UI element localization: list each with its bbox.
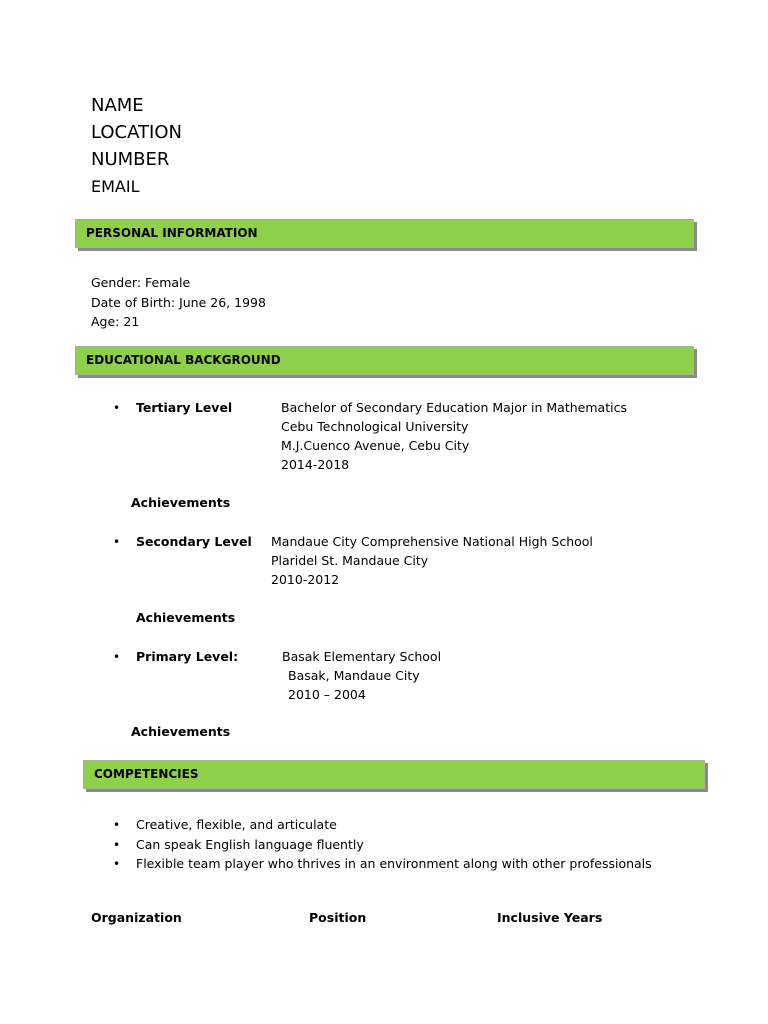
secondary-years: 2010-2012 bbox=[271, 572, 340, 587]
age-text: Age: 21 bbox=[91, 314, 140, 329]
tertiary-years: 2014-2018 bbox=[281, 457, 350, 472]
competencies-band bbox=[83, 760, 705, 789]
name-heading: NAME bbox=[91, 95, 144, 116]
primary-school: Basak Elementary School bbox=[282, 649, 442, 664]
tertiary-school: Cebu Technological University bbox=[281, 419, 469, 434]
dob-text: Date of Birth: June 26, 1998 bbox=[91, 295, 266, 310]
tertiary-level-label: Tertiary Level bbox=[136, 400, 233, 415]
secondary-achievements: Achievements bbox=[136, 610, 236, 625]
primary-years: 2010 – 2004 bbox=[288, 687, 366, 702]
location-heading: LOCATION bbox=[91, 122, 182, 143]
bullet-icon: • bbox=[113, 535, 121, 549]
tertiary-address: M.J.Cuenco Avenue, Cebu City bbox=[281, 438, 470, 453]
tertiary-degree: Bachelor of Secondary Education Major in Mathematics bbox=[281, 400, 627, 415]
competency-item: Creative, flexible, and articulate bbox=[136, 817, 337, 832]
inclusive-years-column-header: Inclusive Years bbox=[497, 910, 603, 925]
primary-level-label: Primary Level: bbox=[136, 649, 239, 664]
secondary-level-label: Secondary Level bbox=[136, 534, 252, 549]
competency-item: Flexible team player who thrives in an environment along with other professionals bbox=[136, 856, 652, 871]
number-heading: NUMBER bbox=[91, 149, 170, 170]
email-heading: EMAIL bbox=[91, 177, 140, 196]
bullet-icon: • bbox=[113, 857, 121, 871]
primary-address: Basak, Mandaue City bbox=[288, 668, 420, 683]
educational-background-heading: EDUCATIONAL BACKGROUND bbox=[86, 353, 281, 367]
gender-text: Gender: Female bbox=[91, 275, 191, 290]
tertiary-achievements: Achievements bbox=[131, 495, 231, 510]
organization-column-header: Organization bbox=[91, 910, 182, 925]
bullet-icon: • bbox=[113, 401, 121, 415]
bullet-icon: • bbox=[113, 818, 121, 832]
secondary-address: Plaridel St. Mandaue City bbox=[271, 553, 429, 568]
personal-information-heading: PERSONAL INFORMATION bbox=[86, 226, 258, 240]
primary-achievements: Achievements bbox=[131, 724, 231, 739]
competencies-heading: COMPETENCIES bbox=[94, 767, 199, 781]
personal-information-band bbox=[75, 219, 694, 248]
bullet-icon: • bbox=[113, 650, 121, 664]
position-column-header: Position bbox=[309, 910, 367, 925]
competency-item: Can speak English language fluently bbox=[136, 837, 364, 852]
bullet-icon: • bbox=[113, 838, 121, 852]
educational-background-band bbox=[75, 346, 694, 375]
secondary-school: Mandaue City Comprehensive National High School bbox=[271, 534, 593, 549]
